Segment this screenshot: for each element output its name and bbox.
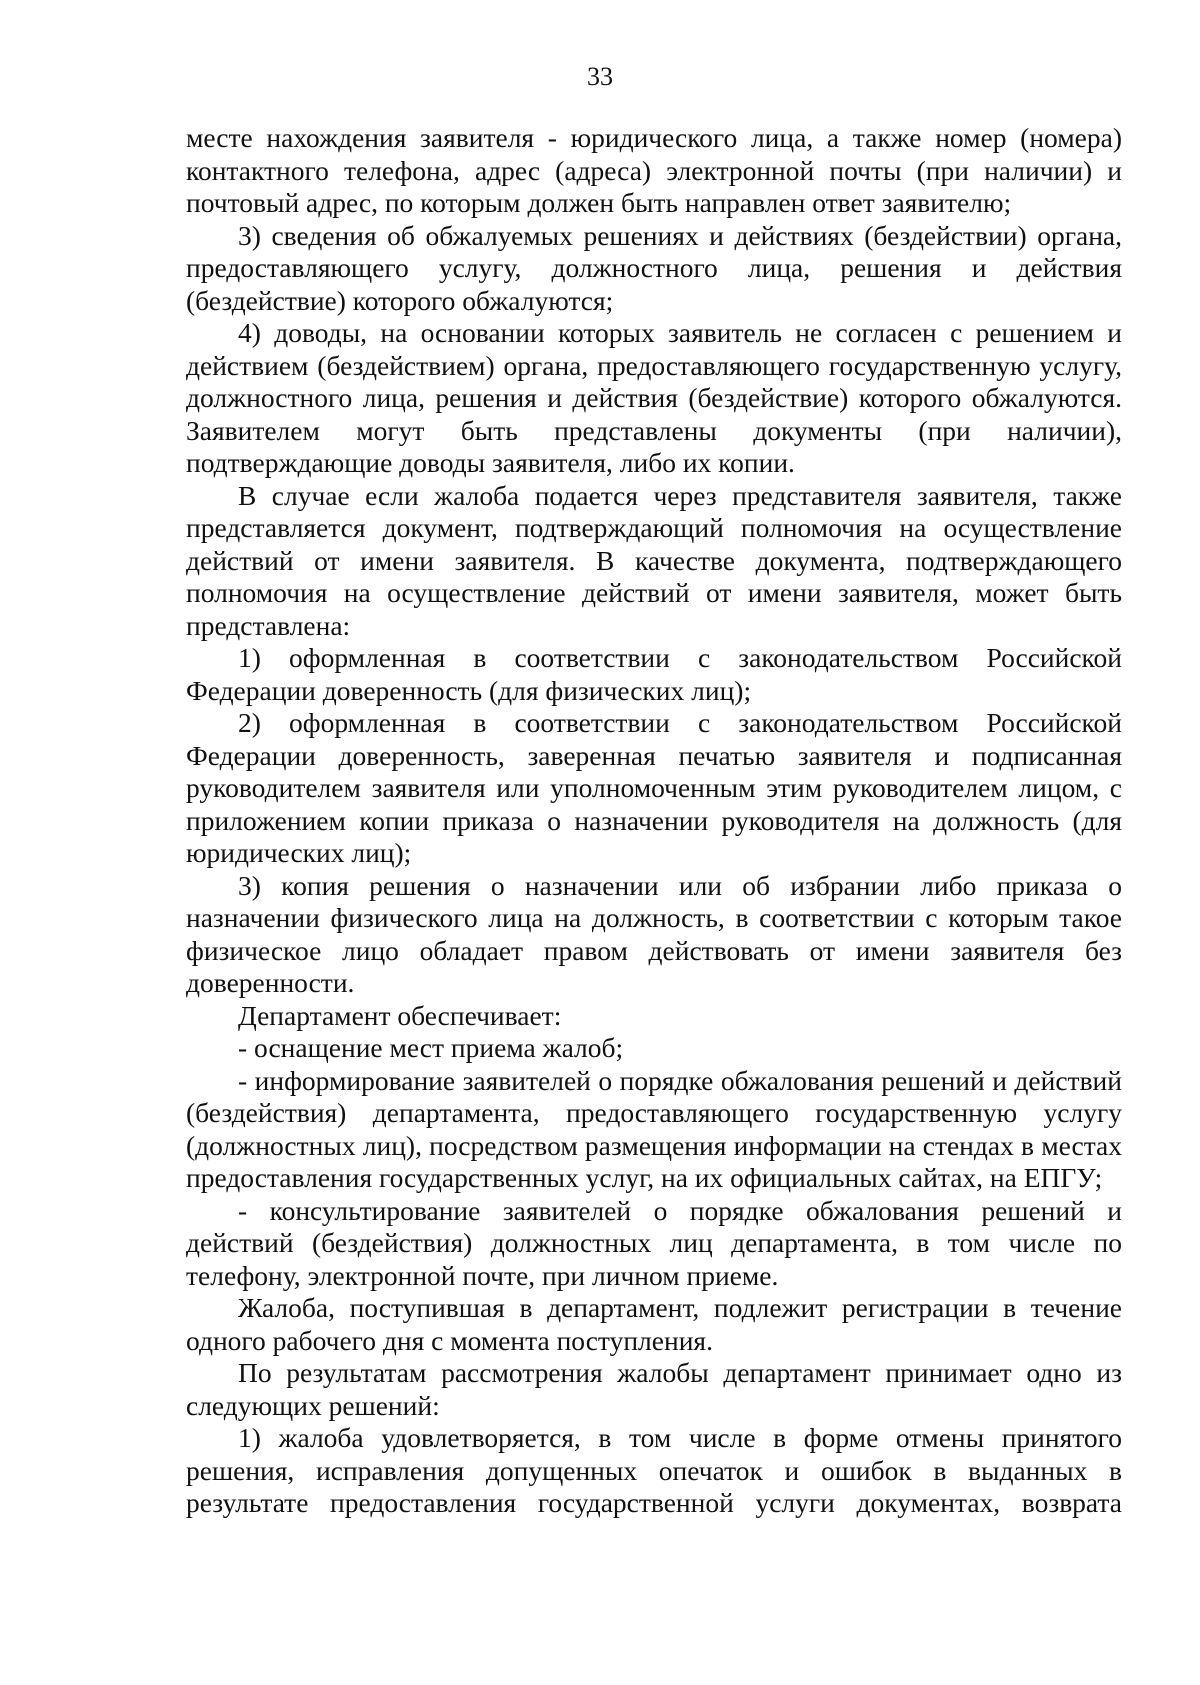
paragraph-department-provides: Департамент обеспечивает:: [238, 999, 562, 1031]
paragraph-equipment: - оснащение мест приема жалоб;: [238, 1032, 624, 1063]
paragraph-result-item-1: 1) жалоба удовлетворяется, в том числе в форме отмены принятого решения, исправления допущенных опечаток и ошибок в выданных в результате предоставления государственной услуги документах, возврата: [186, 1422, 1122, 1518]
paragraph-informing: - информирование заявителей о порядке обжалования решений и действий (бездействия) департамента, предоставляющего государственную услугу (должностных лиц), посредством размещения информации на стендах в местах предоставления государственных услуг, на их официальных сайтах, на ЕПГУ;: [186, 1064, 1122, 1193]
paragraph-review-results: По результатам рассмотрения жалобы департамент принимает одно из следующих решений:: [186, 1357, 1122, 1421]
paragraph-contact-details: месте нахождения заявителя - юридического лица, а также номер (номера) контактного телефона, адрес (адреса) электронной почты (при наличии) и почтовый адрес, по которым должен быть направлен ответ заявителю;: [186, 122, 1122, 218]
paragraph-registration: Жалоба, поступившая в департамент, подлежит регистрации в течение одного рабочего дня с момента поступления.: [186, 1292, 1122, 1356]
paragraph-consulting: - консультирование заявителей о порядке обжалования решений и действий (бездействия) должностных лиц департамента, в том числе по телефону, электронной почте, при личном приеме.: [186, 1194, 1122, 1291]
paragraph-doc-item-1: 1) оформленная в соответствии с законодательством Российской Федерации доверенность (для физических лиц);: [186, 642, 1122, 706]
document-body: [186, 122, 1122, 1520]
paragraph-representative: В случае если жалоба подается через представителя заявителя, также представляется документ, подтверждающий полномочия на осуществление действий от имени заявителя. В качестве документа, подтверждающего полномочия на осуществление действий от имени заявителя, может быть представлена:: [186, 479, 1122, 641]
paragraph-doc-item-2: 2) оформленная в соответствии с законодательством Российской Федерации доверенность, заверенная печатью заявителя и подписанная руководителем заявителя или уполномоченным этим руководителем лицом, с приложением копии приказа о назначении руководителя на должность (для юридических лиц);: [186, 707, 1122, 868]
paragraph-doc-item-3: 3) копия решения о назначении или об избрании либо приказа о назначении физического лица на должность, в соответствии с которым такое физическое лицо обладает правом действовать от имени заявителя без доверенности.: [186, 869, 1122, 998]
paragraph-item-3-decisions: 3) сведения об обжалуемых решениях и действиях (бездействии) органа, предоставляющего услугу, должностного лица, решения и действия (бездействие) которого обжалуются;: [186, 219, 1122, 316]
page-number: 33: [587, 62, 613, 91]
paragraph-item-4-arguments: 4) доводы, на основании которых заявитель не согласен с решением и действием (бездействием) органа, предоставляющего государственную услугу, должностного лица, решения и действия (бездействие) которого обжалуются. Заявителем могут быть представлены документы (при наличии), подтверждающие доводы заявителя, либо их копии.: [186, 317, 1122, 478]
